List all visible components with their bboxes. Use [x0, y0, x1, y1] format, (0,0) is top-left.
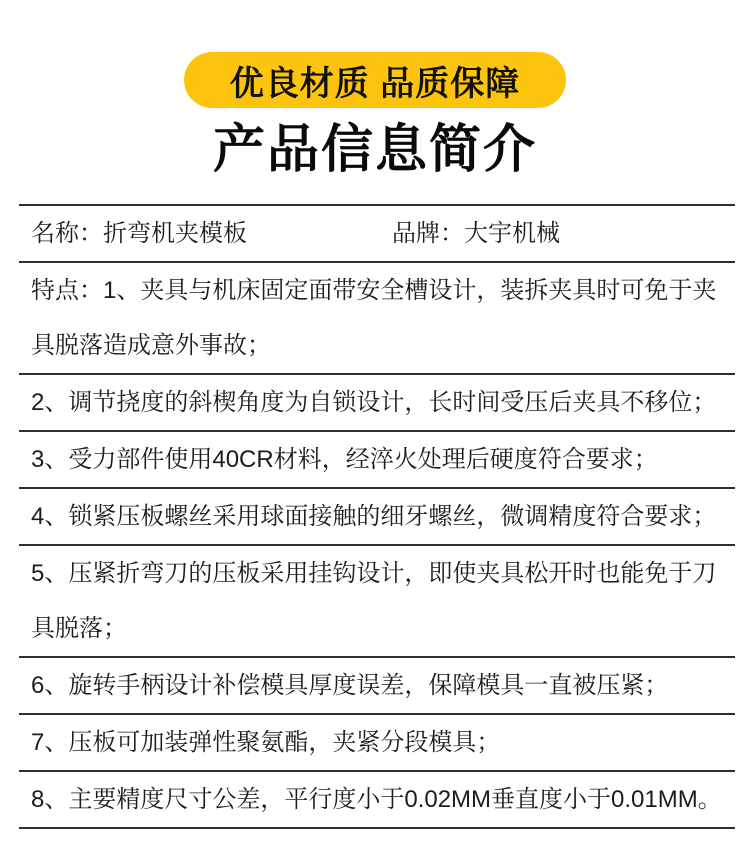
feature-row-6: 6、旋转手柄设计补偿模具厚度误差，保障模具一直被压紧； — [19, 658, 735, 715]
product-info-table — [19, 204, 735, 829]
product-brand-field — [392, 206, 731, 261]
quality-badge — [184, 52, 566, 108]
spec-row-name-brand — [19, 206, 735, 263]
product-name-label: 名称： — [31, 220, 103, 248]
feature-row-2: 2、调节挠度的斜楔角度为自锁设计，长时间受压后夹具不移位； — [19, 375, 735, 432]
product-brand-value: 大宇机械 — [464, 220, 560, 248]
feature-row-4: 4、锁紧压板螺丝采用球面接触的细牙螺丝，微调精度符合要求； — [19, 489, 735, 546]
feature-row-3: 3、受力部件使用40CR材料，经淬火处理后硬度符合要求； — [19, 432, 735, 489]
product-brand-label: 品牌： — [392, 220, 464, 248]
product-name-field — [31, 206, 392, 261]
product-name-value: 折弯机夹模板 — [103, 220, 247, 248]
feature-row-7: 7、压板可加装弹性聚氨酯，夹紧分段模具； — [19, 715, 735, 772]
feature-row-1: 特点：1、夹具与机床固定面带安全槽设计，装拆夹具时可免于夹具脱落造成意外事故； — [19, 263, 735, 375]
feature-row-8: 8、主要精度尺寸公差，平行度小于0.02MM垂直度小于0.01MM。 — [19, 772, 735, 829]
quality-badge-container — [0, 0, 750, 108]
feature-row-5: 5、压紧折弯刀的压板采用挂钩设计，即使夹具松开时也能免于刀具脱落； — [19, 546, 735, 658]
quality-badge-label: 优良材质 品质保障 — [229, 64, 521, 103]
page-title: 产品信息简介 — [212, 121, 537, 179]
